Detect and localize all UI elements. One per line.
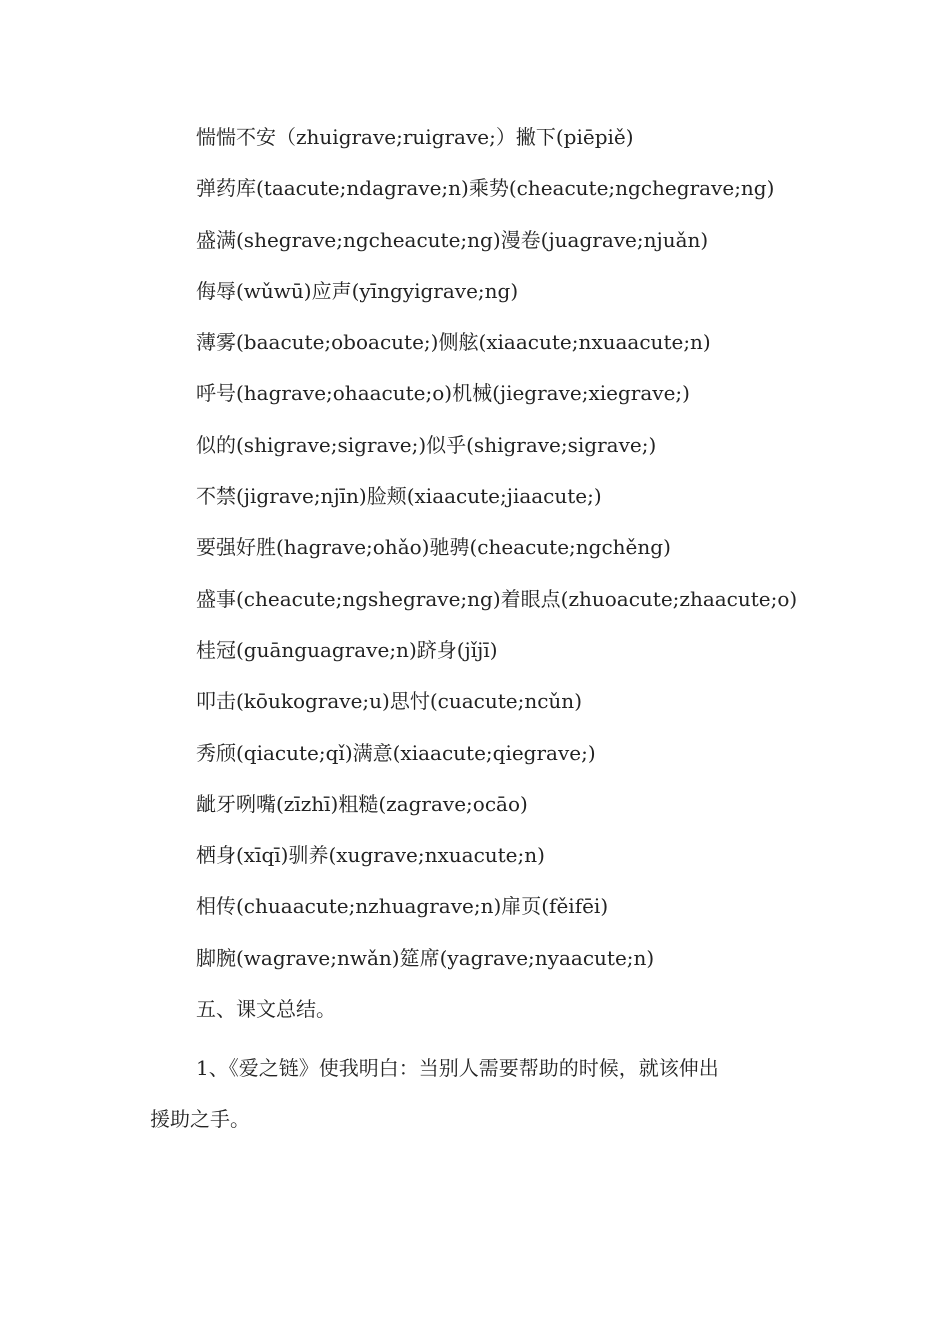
vocab-line: 似的(shigrave;sigrave;)似乎(shigrave;sigrave;) (196, 432, 657, 457)
vocab-line: 侮辱(wǔwū)应声(yīngyigrave;ng) (196, 278, 519, 303)
vocab-line: 惴惴不安（zhuigrave;ruigrave;）撇下(piēpiě) (196, 125, 634, 149)
vocab-line: 栖身(xīqī)驯养(xugrave;nxuacute;n) (196, 843, 545, 868)
vocab-line: 盛满(shegrave;ngcheacute;ng)漫卷(juagrave;njuǎn) (196, 227, 709, 252)
vocab-line: 脚腕(wagrave;nwǎn)筵席(yagrave;nyaacute;n) (196, 945, 655, 970)
summary-paragraph (150, 1043, 800, 1145)
vocab-line: 不禁(jigrave;njīn)脸颊(xiaacute;jiaacute;) (196, 484, 602, 509)
vocab-line: 相传(chuaacute;nzhuagrave;n)扉页(fěifēi) (196, 894, 609, 919)
vocab-line: 叩击(kōukograve;u)思忖(cuacute;ncǔn) (196, 689, 582, 714)
vocab-line: 薄雾(baacute;oboacute;)侧舷(xiaacute;nxuaacute;n) (196, 330, 711, 355)
vocab-line: 弹药库(taacute;ndagrave;n)乘势(cheacute;ngchegrave;ng) (196, 176, 775, 201)
vocabulary-list (196, 119, 816, 1042)
vocab-line: 盛事(cheacute;ngshegrave;ng)着眼点(zhuoacute;zhaacute;o) (196, 586, 798, 611)
summary-line-2: 援助之手。 (150, 1107, 250, 1131)
vocab-line: 要强好胜(hagrave;ohǎo)驰骋(cheacute;ngchěng) (196, 535, 671, 560)
vocab-line: 桂冠(guānguagrave;n)跻身(jǐjī) (196, 637, 498, 662)
summary-line-1: 1、《爱之链》使我明白：当别人需要帮助的时候，就该伸出 (196, 1056, 719, 1080)
vocab-line: 秀颀(qiacute;qǐ)满意(xiaacute;qiegrave;) (196, 740, 596, 765)
vocab-line: 龇牙咧嘴(zīzhī)粗糙(zagrave;ocāo) (196, 791, 528, 816)
section-heading: 五、课文总结。 (196, 997, 336, 1022)
vocab-line: 呼号(hagrave;ohaacute;o)机械(jiegrave;xiegrave;) (196, 381, 690, 406)
